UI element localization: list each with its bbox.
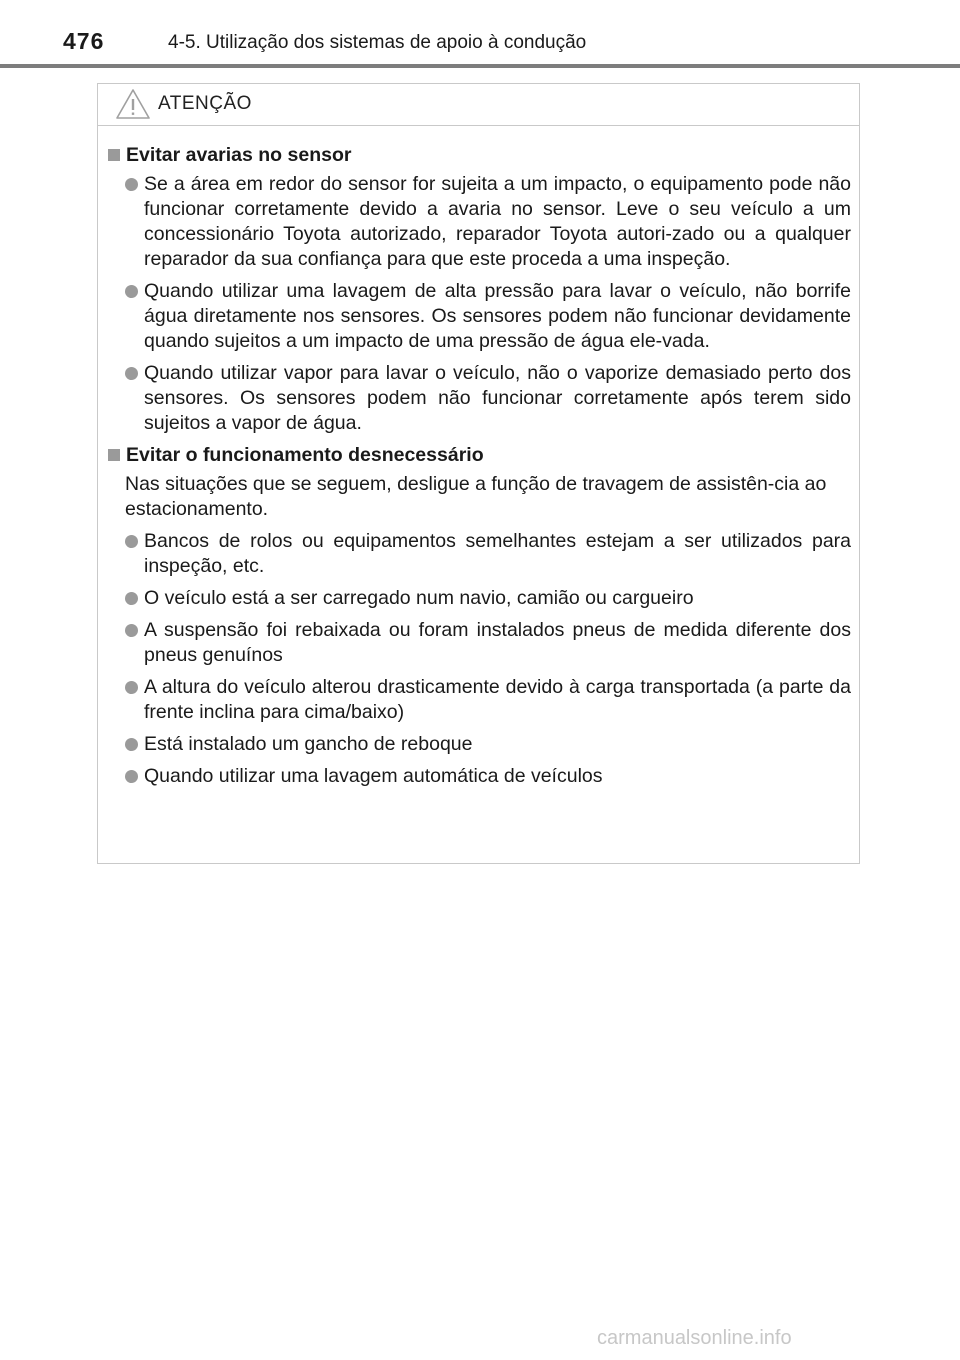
list-item <box>106 529 851 579</box>
square-bullet-icon <box>108 449 120 461</box>
list-item <box>106 279 851 354</box>
section-heading-text: Evitar o funcionamento desnecessário <box>126 444 484 466</box>
section-heading-text: Evitar avarias no sensor <box>126 144 352 166</box>
list-item <box>106 732 851 757</box>
circle-bullet-icon <box>125 535 138 548</box>
list-item-text: O veículo está a ser carregado num navio, camião ou cargueiro <box>144 587 694 609</box>
list-item <box>106 586 851 611</box>
list-item-text: Bancos de rolos ou equipamentos semelhantes estejam a ser utilizados para inspeção, etc. <box>144 530 851 577</box>
list-item-text: A suspensão foi rebaixada ou foram instalados pneus de medida diferente dos pneus genuínos <box>144 619 851 666</box>
list-item-text: Se a área em redor do sensor for sujeita a um impacto, o equipamento pode não funcionar corretamente devido a avaria no sensor. Leve o seu veículo a um concessionário Toyota autorizado, reparador Toyota autori-zado ou a qualquer reparador da sua confiança para que este proceda a uma inspeção. <box>144 173 851 270</box>
circle-bullet-icon <box>125 738 138 751</box>
header-rule <box>0 64 960 68</box>
section-intro: Nas situações que se seguem, desligue a função de travagem de assistên-cia ao estacionamento. <box>125 473 827 520</box>
list-item-text: Quando utilizar uma lavagem automática de veículos <box>144 765 603 787</box>
list-item-text: Quando utilizar uma lavagem de alta pressão para lavar o veículo, não borrife água diretamente nos sensores. Os sensores podem não funcionar devidamente quando sujeitos a um impacto de uma pressão de água ele-vada. <box>144 280 851 352</box>
page-number: 476 <box>63 28 105 54</box>
list-item <box>106 764 851 789</box>
list-item <box>106 361 851 436</box>
list-item-text: Quando utilizar vapor para lavar o veículo, não o vaporize demasiado perto dos sensores. Os sensores podem não funcionar corretamente após terem sido sujeitos a vapor de água. <box>144 362 851 434</box>
list-item-text: Está instalado um gancho de reboque <box>144 733 473 755</box>
square-bullet-icon <box>108 149 120 161</box>
list-item <box>106 172 851 272</box>
circle-bullet-icon <box>125 178 138 191</box>
warning-label: ATENÇÃO <box>158 93 252 114</box>
warning-box <box>97 83 860 864</box>
circle-bullet-icon <box>125 770 138 783</box>
page-header <box>0 0 960 70</box>
list-item <box>106 675 851 725</box>
circle-bullet-icon <box>125 285 138 298</box>
warning-body <box>98 126 859 789</box>
circle-bullet-icon <box>125 624 138 637</box>
section-heading <box>106 143 851 168</box>
circle-bullet-icon <box>125 367 138 380</box>
warning-triangle-icon <box>115 88 151 120</box>
list-item-text: A altura do veículo alterou drasticamente devido à carga transportada (a parte da frente inclina para cima/baixo) <box>144 676 851 723</box>
section-heading <box>106 443 851 468</box>
circle-bullet-icon <box>125 681 138 694</box>
list-item <box>106 618 851 668</box>
section-title: 4-5. Utilização dos sistemas de apoio à condução <box>168 32 587 53</box>
circle-bullet-icon <box>125 592 138 605</box>
watermark: carmanualsonline.info <box>597 1327 792 1349</box>
warning-header <box>98 84 859 126</box>
